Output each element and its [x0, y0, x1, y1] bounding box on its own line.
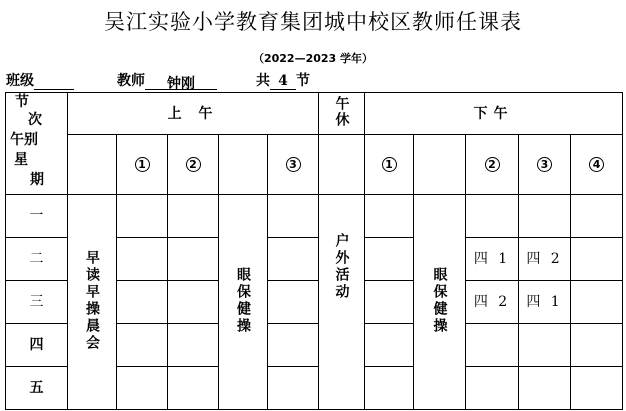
teacher-info	[117, 70, 217, 90]
corner-bot2: 期	[30, 172, 44, 188]
lesson-wed-pm2: 四 2	[466, 281, 519, 324]
corner-header	[6, 93, 68, 195]
outdoor-cell: 户外活动	[319, 195, 365, 410]
teacher-value: 钟刚	[145, 73, 217, 90]
academic-year: （2022—2023 学年）	[252, 52, 374, 65]
lesson-tue-pm3: 四 2	[519, 238, 571, 281]
morning-header: 上 午	[68, 93, 319, 135]
teacher-label: 教师	[117, 73, 145, 89]
class-value	[34, 73, 74, 90]
noon-header: 午休	[319, 93, 365, 135]
period-am3: 3	[268, 135, 319, 195]
total-label: 共	[256, 73, 270, 89]
day-wed: 三	[6, 281, 68, 324]
period-am2: 2	[168, 135, 219, 195]
eye-exercise-am-cell: 眼保健操	[219, 195, 268, 410]
period-am1: 1	[117, 135, 168, 195]
corner-top: 节	[15, 94, 29, 110]
lesson-tue-pm2: 四 1	[466, 238, 519, 281]
total-value: 4	[270, 73, 296, 90]
day-tue: 二	[6, 238, 68, 281]
schedule-table	[5, 92, 623, 410]
class-label: 班级	[6, 73, 34, 89]
corner-mid1: 次	[28, 112, 42, 128]
period-pm1: 1	[365, 135, 414, 195]
total-unit: 节	[296, 73, 310, 89]
corner-mid2: 午别	[10, 132, 38, 148]
class-info	[6, 70, 74, 90]
lesson-wed-pm3: 四 1	[519, 281, 571, 324]
total-info	[256, 70, 310, 90]
day-thu: 四	[6, 324, 68, 367]
eye-exercise-pm-cell: 眼保健操	[414, 195, 466, 410]
day-mon: 一	[6, 195, 68, 238]
period-pm4: 4	[571, 135, 623, 195]
period-pm3: 3	[519, 135, 571, 195]
morning-read-cell: 早读早操晨会	[68, 195, 117, 410]
corner-bot1: 星	[14, 152, 28, 168]
afternoon-header: 下午	[365, 93, 623, 135]
period-pm2: 2	[466, 135, 519, 195]
day-fri: 五	[6, 367, 68, 410]
page-title: 吴江实验小学教育集团城中校区教师任课表	[104, 10, 522, 34]
